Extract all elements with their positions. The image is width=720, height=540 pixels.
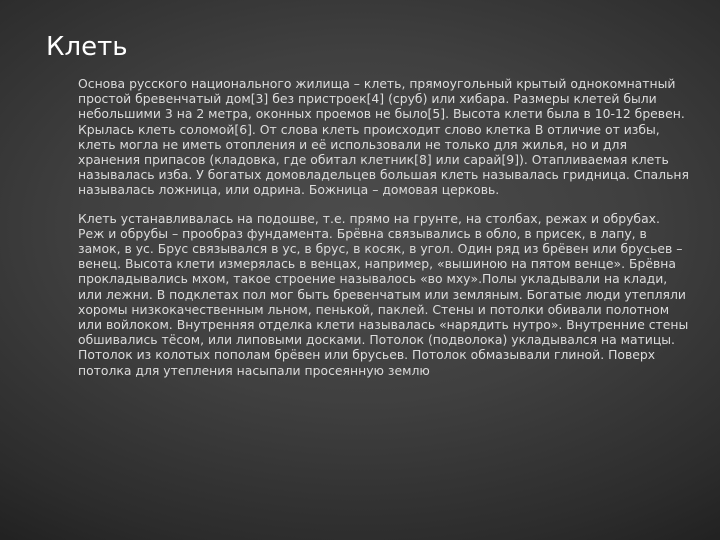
slide-title: Клеть <box>46 32 128 62</box>
body-paragraph-2: Клеть устанавливалась на подошве, т.е. прямо на грунте, на столбах, режах и обрубах. Реж и обрубы – прообраз фундамента. Брёвна связывались в обло, в присек, в лапу, в замок, в ус. Брус связывался в ус, в брус, в косяк, в угол. Один ряд из брёвен или брусьев – венец. Высота клети измерялась в венцах, например, «вышиною на пятом венце». Брёвна прокладывались мхом, такое строение называлось «во мху».Полы укладывали на клади, или лежни. В подклетах пол мог быть бревенчатым или земляным. Богатые люди утепляли хоромы низкокачественным льном, пенькой, паклей. Стены и потолки обивали полотном или войлоком. Внутренняя отделка клети называлась «нарядить нутро». Внутренние стены обшивались тёсом, или липовыми досками. Потолок (подволока) укладывался на матицы. Потолок из колотых пополам брёвен или брусьев. Потолок обмазывали глиной. Поверх потолка для утепления насыпали просеянную землю <box>78 210 689 378</box>
slide-body <box>78 76 690 378</box>
body-paragraph-1: Основа русского национального жилища – клеть, прямоугольный крытый однокомнатный простой бревенчатый дом[3] без пристроек[4] (сруб) или хибара. Размеры клетей были небольшими 3 на 2 метра, оконных проемов не было[5]. Высота клети была в 10-12 бревен. Крылась клеть соломой[6]. От слова клеть происходит слово клетка В отличие от избы, клеть могла не иметь отопления и её использовали не только для жилья, но и для хранения припасов (кладовка, где обитал клетник[8] или сарай[9]). Отапливаемая клеть называлась изба. У богатых домовладельцев большая клеть называлась гридница. Спальня называлась ложница, или одрина. Божница – домовая церковь. <box>78 76 689 198</box>
